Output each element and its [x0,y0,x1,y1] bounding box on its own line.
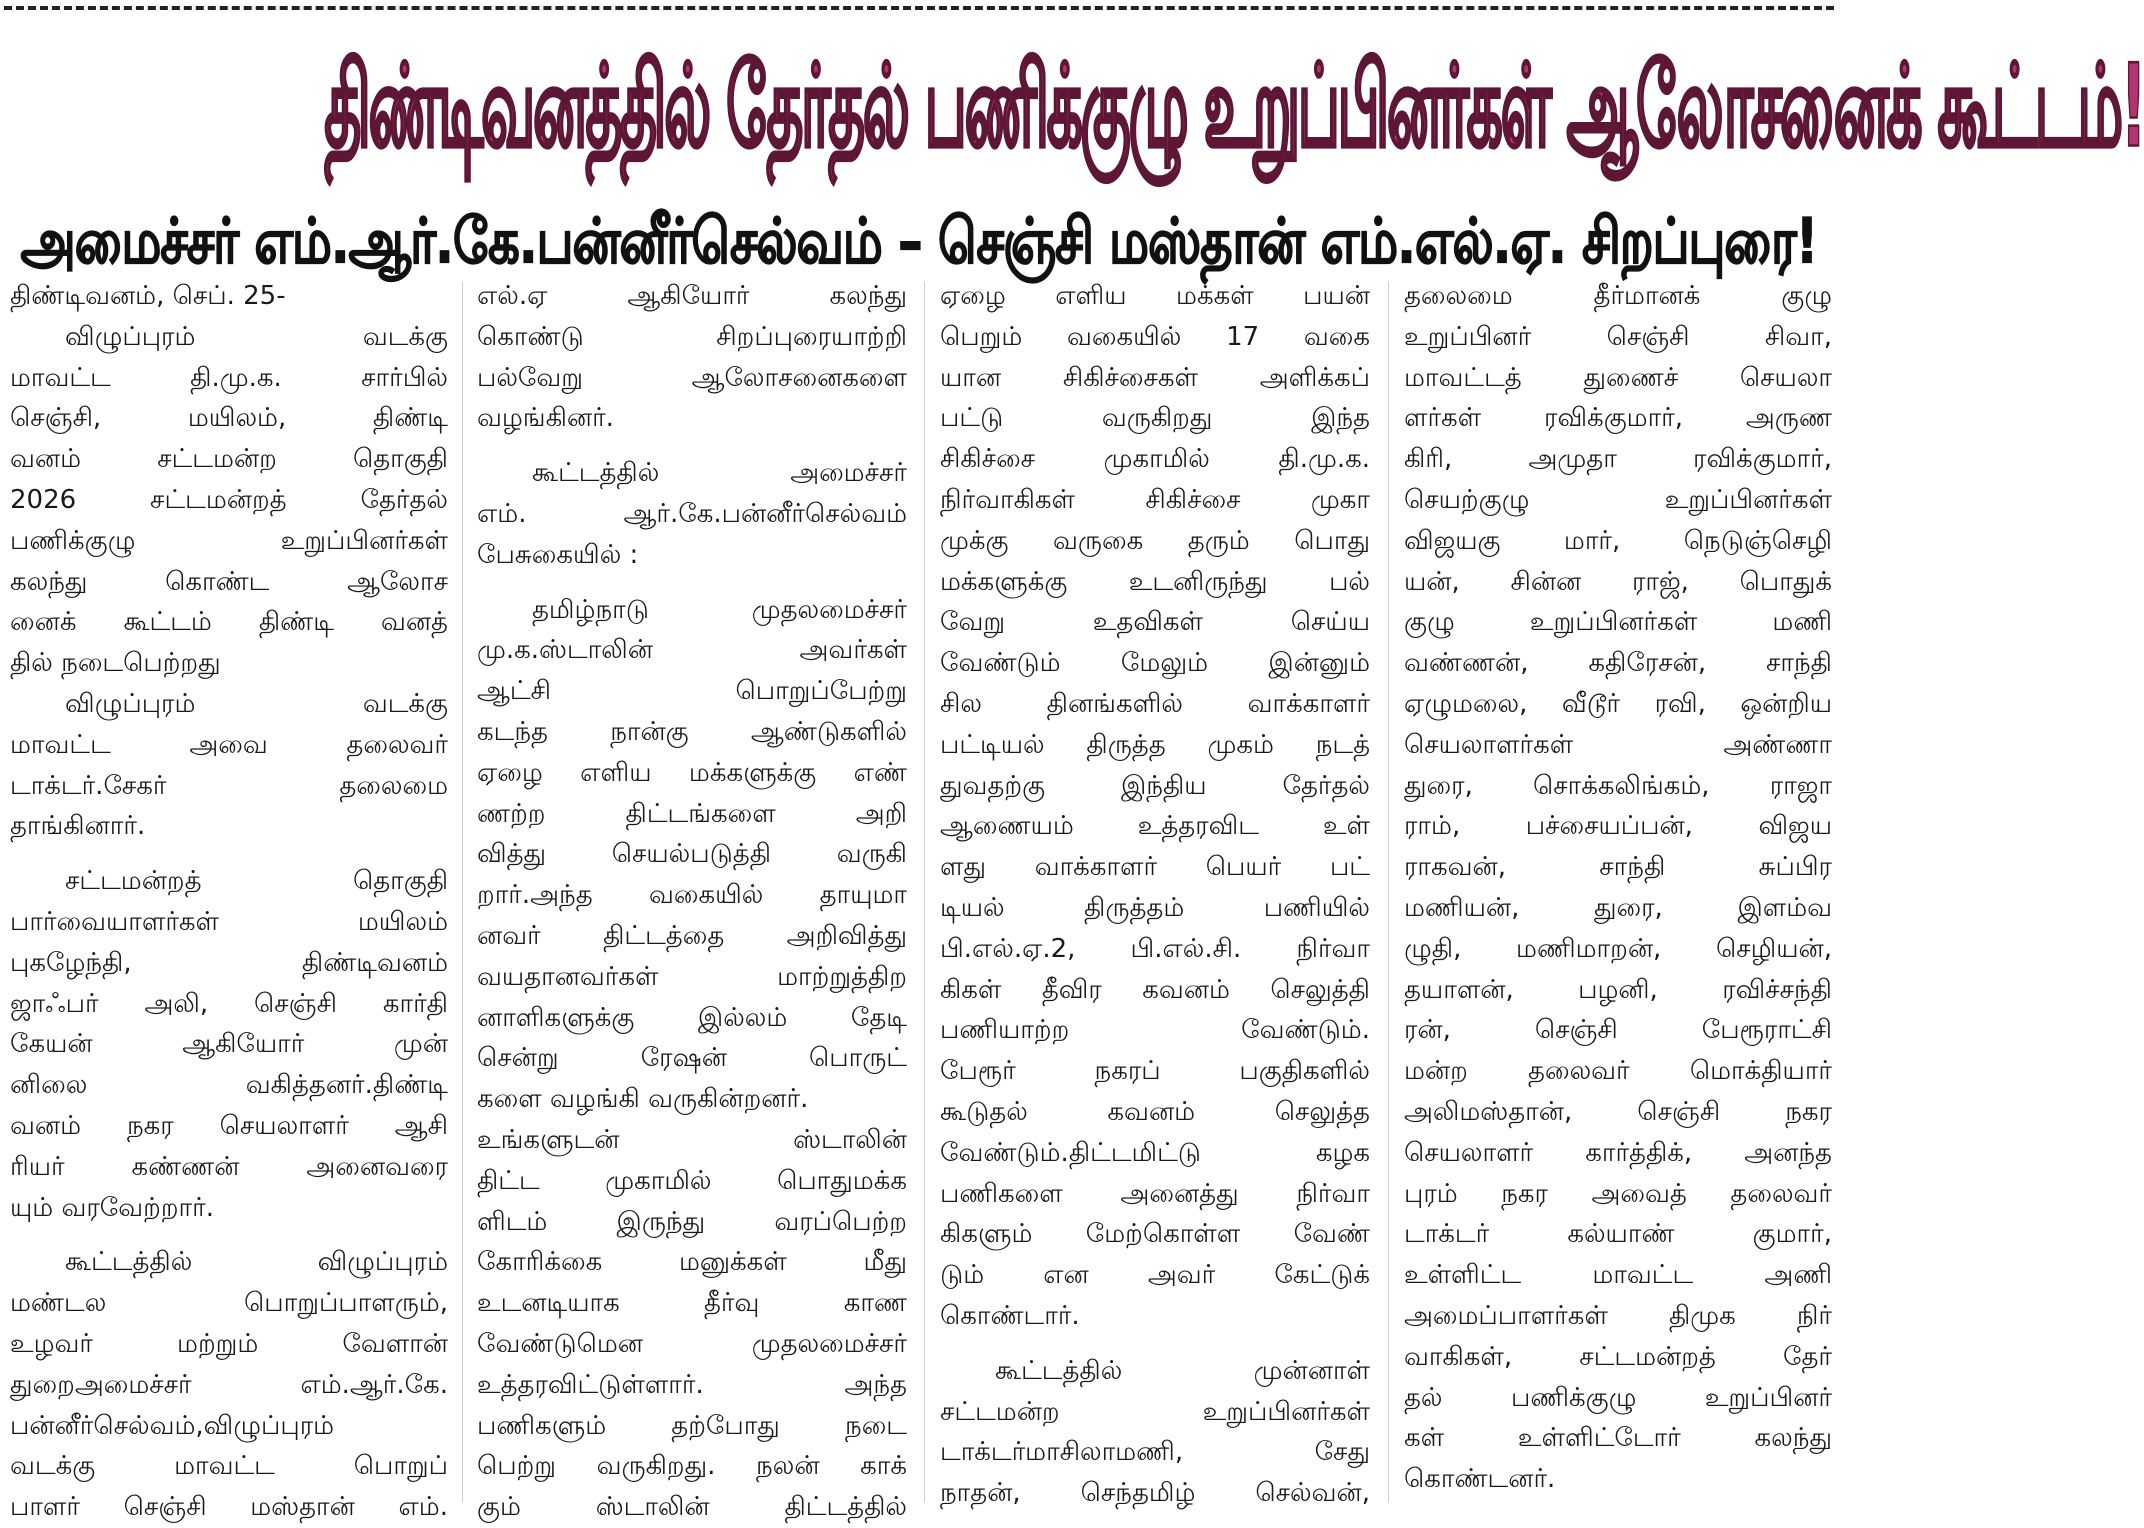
article-line: பட்டியல் திருத்த முகம் நடத் [940,729,1370,760]
article-line: சிகிச்சை முகாமில் தி.மு.க. [940,444,1370,475]
article-line: கொண்டார். [940,1300,1080,1331]
article-line: உழவர் மற்றும் வேளான் [10,1328,448,1359]
article-line: பணியாற்ற வேண்டும். [940,1015,1370,1046]
article-line: னிலை வகித்தனர்.திண்டி [10,1070,448,1101]
article-line: உடனடியாக தீர்வு காண [477,1288,907,1319]
article-line: வேண்டும்.திட்டமிட்டு கழக [940,1137,1370,1168]
article-line: வேண்டும் மேலும் இன்னும் [940,648,1370,679]
article-line: செயற்குழு உறுப்பினர்கள் [1404,484,1832,515]
article-line: ஏழை எளிய மக்களுக்கு எண் [477,757,907,788]
article-line: கூட்டத்தில் அமைச்சர் [532,458,907,489]
article-line: ளிடம் இருந்து வரப்பெற்ற [477,1206,907,1237]
article-line: அமைப்பாளர்கள் திமுக நிர் [1404,1300,1832,1331]
article-line: மணியன், துரை, இளம்வ [1404,892,1832,923]
article-line: சட்டமன்றத் தொகுதி [65,866,448,897]
article-line: மு.க.ஸ்டாலின் அவர்கள் [477,635,907,666]
article-line: ளது வாக்காளர் பெயர் பட் [940,852,1370,883]
article-line: கிகள் தீவிர கவனம் செலுத்தி [940,974,1370,1005]
article-line: குழு உறுப்பினர்கள் மணி [1404,607,1832,638]
article-line: உறுப்பினர் செஞ்சி சிவா, [1404,321,1832,352]
article-line: துரை, சொக்கலிங்கம், ராஜா [1404,770,1832,801]
article-line: பேரூர் நகரப் பகுதிகளில் [940,1056,1370,1087]
article-line: துறைஅமைச்சர் எம்.ஆர்.கே. [10,1369,448,1400]
article-line: 2026 சட்டமன்றத் தேர்தல் [10,484,448,515]
article-line: மாவட்டத் துணைச் செயலா [1404,362,1832,393]
article-line: செயலாளர்கள் அண்ணா [1404,729,1832,760]
article-line: பெற்று வருகிறது. நலன் காக் [477,1451,907,1482]
article-line: யும் வரவேற்றார். [10,1192,214,1223]
article-line: சென்று ரேஷன் பொருட் [477,1043,907,1074]
article-line: தலைமை தீர்மானக் குழு [1404,281,1832,311]
article-line: பணிகளை அனைத்து நிர்வா [940,1178,1370,1209]
article-line: கூட்டத்தில் முன்னாள் [995,1355,1370,1386]
article-line: கூட்டத்தில் விழுப்புரம் [65,1247,448,1278]
article-line: எல்.ஏ ஆகியோர் கலந்து [477,281,907,311]
article-line: பட்டு வருகிறது இந்த [940,403,1370,434]
article-line: முக்கு வருகை தரும் பொது [940,525,1370,556]
article-line: வழங்கினர். [477,403,614,434]
paragraph-gap [10,1228,448,1242]
article-line: வித்து செயல்படுத்தி வருகி [477,839,907,870]
article-line: ழுதி, மணிமாறன், செழியன், [1404,933,1832,964]
article-line: தயாளன், பழனி, ரவிச்சந்தி [1404,974,1832,1005]
article-line: யான சிகிச்சைகள் அளிக்கப் [940,362,1370,393]
article-line: ராம், பச்சையப்பன், விஜய [1404,811,1832,842]
article-line: கள் உள்ளிட்டோர் கலந்து [1404,1423,1832,1454]
article-line: உள்ளிட்ட மாவட்ட அணி [1404,1260,1832,1291]
article-line: பி.எல்.ஏ.2, பி.எல்.சி. நிர்வா [940,933,1370,964]
column-divider [1388,282,1389,1502]
column-divider [924,282,925,1502]
clipping-cut-line [4,6,1834,10]
article-line: டாக்டர்மாசிலாமணி, சேது [940,1437,1370,1468]
article-line: மாவட்ட தி.மு.க. சார்பில் [10,362,448,393]
article-line: அலிமஸ்தான், செஞ்சி நகர [1404,1096,1832,1127]
article-line: தாங்கினார். [10,811,146,842]
article-line: சில தினங்களில் வாக்காளர் [940,688,1370,719]
article-line: டாக்டர்.சேகர் தலைமை [10,770,448,801]
article-line: கும் ஸ்டாலின் திட்டத்தில் [477,1492,907,1523]
article-line: வனம் சட்டமன்ற தொகுதி [10,444,448,475]
article-line: கொண்டு சிறப்புரையாற்றி [477,321,907,352]
article-line: பல்வேறு ஆலோசனைகளை [477,362,907,393]
article-column-4 [1404,276,1832,1502]
article-line: வயதானவர்கள் மாற்றுத்திற [477,961,907,992]
column-divider [462,282,463,1502]
article-line: னைக் கூட்டம் திண்டி வனத் [10,607,448,638]
article-headline: திண்டிவனத்தில் தேர்தல் பணிக்குழு உறுப்பினர்கள் ஆலோசனைக் கூட்டம்! [324,38,2144,173]
article-line: யன், சின்ன ராஜ், பொதுக் [1404,566,1832,597]
article-line: விழுப்புரம் வடக்கு [65,688,448,719]
article-line: ரியர் கண்ணன் அனைவரை [10,1151,448,1182]
article-line: றார்.அந்த வகையில் தாயுமா [477,880,907,911]
article-line: மக்களுக்கு உடனிருந்து பல் [940,566,1370,597]
article-line: உங்களுடன் ஸ்டாலின் [477,1124,907,1155]
article-line: வேண்டுமென முதலமைச்சர் [477,1328,907,1359]
article-line: பெறும் வகையில் 17 வகை [940,321,1370,352]
article-line: மண்டல பொறுப்பாளரும், [10,1288,448,1319]
article-line: வனம் நகர செயலாளர் ஆசி [10,1110,448,1141]
article-line: பாளர் செஞ்சி மஸ்தான் எம். [10,1492,448,1523]
article-line: தமிழ்நாடு முதலமைச்சர் [532,594,907,625]
paragraph-gap [940,1337,1370,1351]
article-line: மன்ற தலைவர் மொக்தியார் [1404,1056,1832,1087]
article-line: னவர் திட்டத்தை அறிவித்து [477,920,907,951]
article-line: சட்டமன்ற உறுப்பினர்கள் [940,1396,1370,1427]
article-line: டியல் திருத்தம் பணியில் [940,892,1370,923]
article-line: புகழேந்தி, திண்டிவனம் [10,947,448,978]
article-line: ணற்ற திட்டங்களை அறி [477,798,907,829]
article-line: பன்னீர்செல்வம்,விழுப்புரம் [10,1410,335,1441]
article-line: பணிகளும் தற்போது நடை [477,1410,907,1441]
article-line: கொண்டனர். [1404,1464,1556,1495]
article-line: செஞ்சி, மயிலம், திண்டி [10,403,448,434]
article-line: ஆணையம் உத்தரவிட உள் [940,811,1370,842]
article-line: ரன், செஞ்சி பேரூராட்சி [1404,1015,1832,1046]
paragraph-gap [477,439,907,453]
article-line: வாகிகள், சட்டமன்றத் தேர் [1404,1341,1832,1372]
article-line: விஜயகு மார், நெடுஞ்செழி [1404,525,1832,556]
article-line: கூடுதல் கவனம் செலுத்த [940,1096,1370,1127]
article-line: மாவட்ட அவை தலைவர் [10,729,448,760]
article-line: கோரிக்கை மனுக்கள் மீது [477,1247,907,1278]
article-line: நாதன், செந்தமிழ் செல்வன், [940,1478,1370,1509]
article-line: கேயன் ஆகியோர் முன் [10,1029,448,1060]
article-line: விழுப்புரம் வடக்கு [65,321,448,352]
article-column-1 [10,276,448,1523]
article-line: பார்வையாளர்கள் மயிலம் [10,906,448,937]
article-line: பேசுகையில் : [477,539,639,570]
article-line: தில் நடைபெற்றது [10,648,221,679]
article-line: களை வழங்கி வருகின்றனர். [477,1084,809,1115]
article-line: உத்தரவிட்டுள்ளார். அந்த [477,1369,907,1400]
article-line: செயலாளர் கார்த்திக், அனந்த [1404,1137,1832,1168]
article-line: நிர்வாகிகள் சிகிச்சை முகா [940,484,1370,515]
article-line: திட்ட முகாமில் பொதுமக்க [477,1165,907,1196]
paragraph-gap [10,847,448,861]
article-line: ஏழை எளிய மக்கள் பயன் [940,281,1370,311]
article-line: ராகவன், சாந்தி சுப்பிர [1404,852,1832,883]
article-line: கலந்து கொண்ட ஆலோச [10,566,448,597]
article-line: ஏழுமலை, வீடூர் ரவி, ஒன்றிய [1404,688,1832,719]
article-column-2 [477,276,907,1523]
article-line: டாக்டர் கல்யாண் குமார், [1404,1219,1832,1250]
article-line: னாளிகளுக்கு இல்லம் தேடி [477,1002,907,1033]
article-subheadline: அமைச்சர் எம்.ஆர்.கே.பன்னீர்செல்வம் – செஞ்சி மஸ்தான் எம்.எல்.ஏ. சிறப்புரை! [20,205,1818,278]
article-line: டும் என அவர் கேட்டுக் [940,1260,1370,1291]
article-line: துவதற்கு இந்திய தேர்தல் [940,770,1370,801]
article-line: கடந்த நான்கு ஆண்டுகளில் [477,716,907,747]
article-line: வேறு உதவிகள் செய்ய [940,607,1370,638]
article-line: கிரி, அமுதா ரவிக்குமார், [1404,444,1832,475]
article-line: கிகளும் மேற்கொள்ள வேண் [940,1219,1370,1250]
paragraph-gap [477,576,907,590]
article-line: வண்ணன், கதிரேசன், சாந்தி [1404,648,1832,679]
article-line: பணிக்குழு உறுப்பினர்கள் [10,525,448,556]
article-line: ஜாஃபர் அலி, செஞ்சி கார்தி [10,988,448,1019]
article-line: திண்டிவனம், செப். 25- [10,281,286,311]
article-line: புரம் நகர அவைத் தலைவர் [1404,1178,1832,1209]
article-line: ஆட்சி பொறுப்பேற்று [477,676,907,707]
article-line: வடக்கு மாவட்ட பொறுப் [10,1451,448,1482]
article-line: தல் பணிக்குழு உறுப்பினர் [1404,1382,1832,1413]
article-line: எம். ஆர்.கே.பன்னீர்செல்வம் [477,498,907,529]
article-column-3 [940,276,1370,1509]
article-line: ளர்கள் ரவிக்குமார், அருண [1404,403,1832,434]
